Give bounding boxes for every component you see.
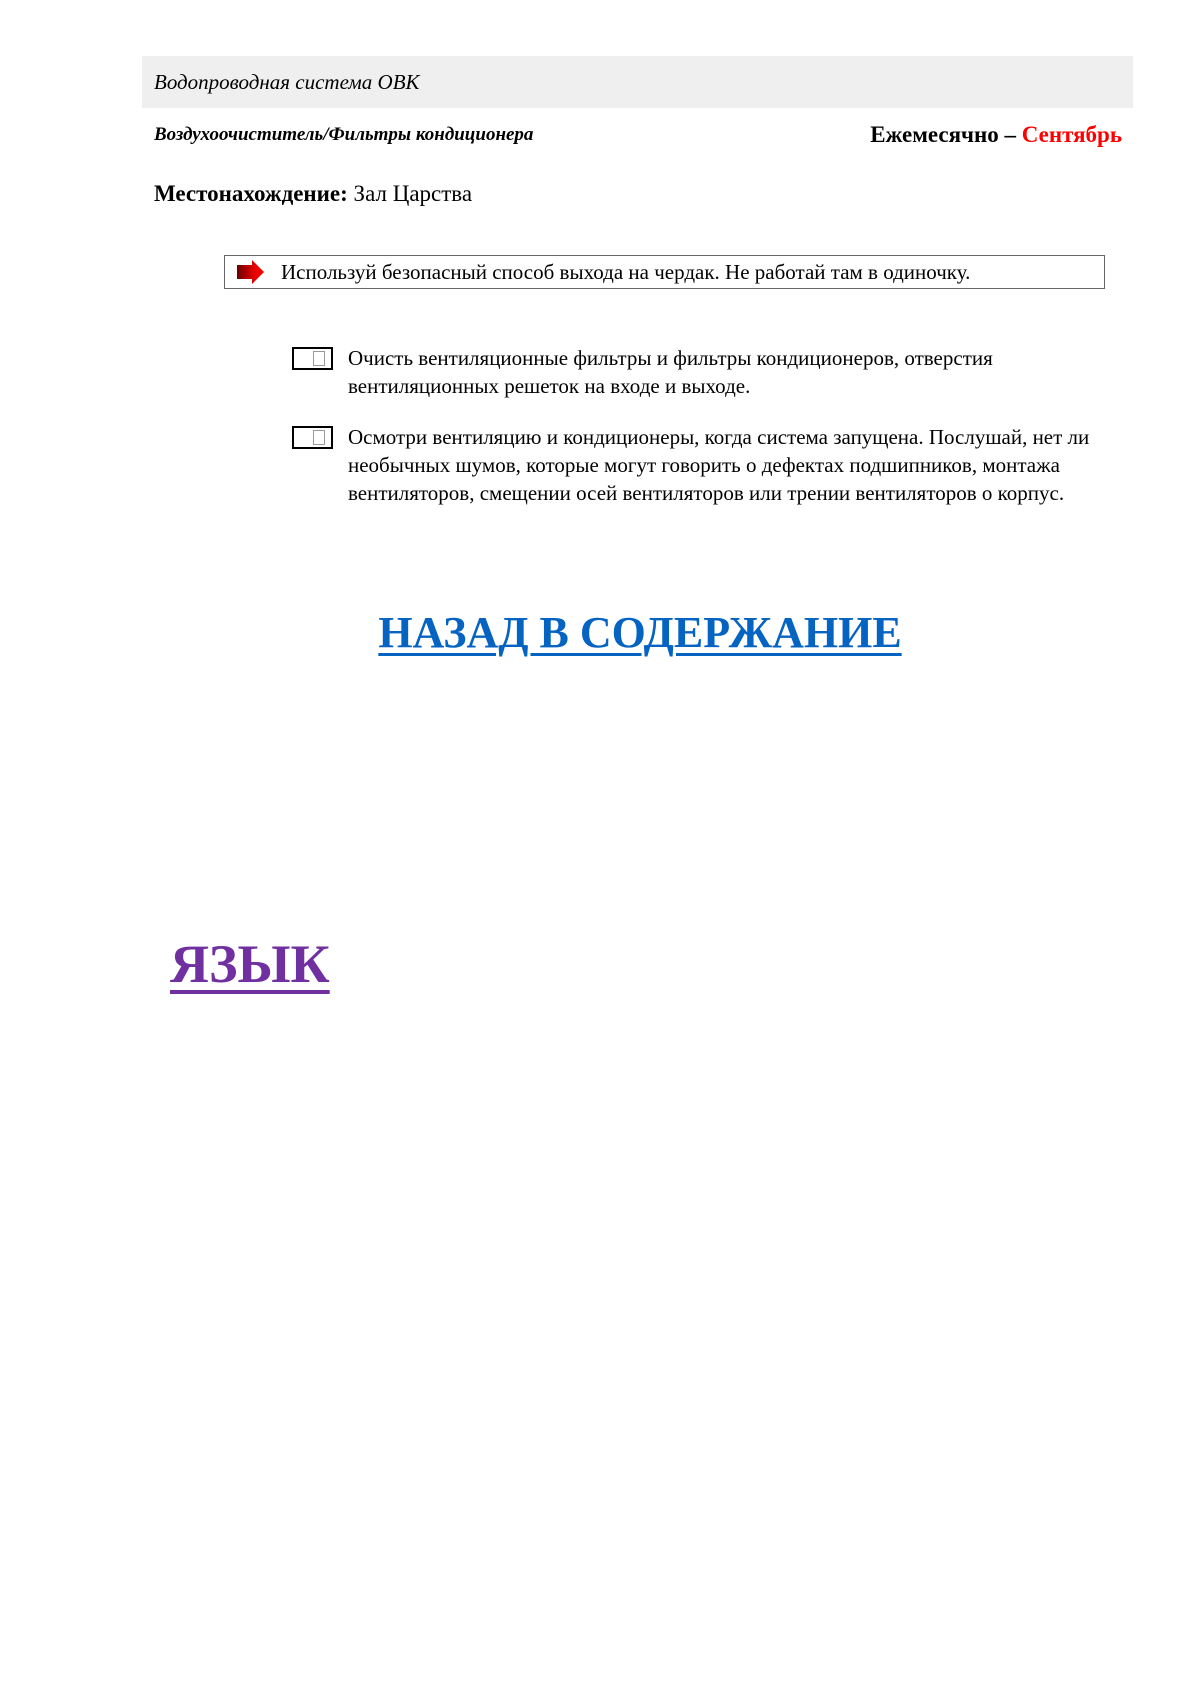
task-text: Осмотри вентиляцию и кондиционеры, когда система запущена. Послушай, нет ли необычных шумов, которые могут говорить о дефектах подшипников, монтажа вентиляторов, смещении осей вентиляторов или трении вентиляторов о корпус.: [348, 425, 1090, 505]
frequency-label: [870, 122, 1122, 148]
section-title: Водопроводная система ОВК: [154, 70, 420, 94]
location-line: [154, 181, 472, 207]
frequency-text: Ежемесячно –: [870, 122, 1022, 147]
frequency-month: Сентябрь: [1021, 122, 1122, 147]
task-checkbox[interactable]: [292, 347, 333, 370]
safety-warning-box: [224, 255, 1105, 289]
equipment-subtitle: Воздухоочиститель/Фильтры кондиционера: [154, 124, 534, 145]
task-item: [292, 344, 1112, 404]
task-text: Очисть вентиляционные фильтры и фильтры кондиционеров, отверстия вентиляционных решеток на входе и выходе.: [348, 346, 993, 398]
red-arrow-right-icon: [237, 260, 264, 284]
language-link[interactable]: ЯЗЫК: [170, 934, 330, 994]
warning-text: Используй безопасный способ выхода на чердак. Не работай там в одиночку.: [281, 260, 971, 284]
location-value: Зал Царства: [347, 181, 473, 206]
location-label: Местонахождение:: [154, 181, 348, 206]
back-to-contents-link[interactable]: НАЗАД В СОДЕРЖАНИЕ: [378, 608, 902, 657]
task-checkbox[interactable]: [292, 426, 333, 449]
task-item: [292, 423, 1112, 538]
